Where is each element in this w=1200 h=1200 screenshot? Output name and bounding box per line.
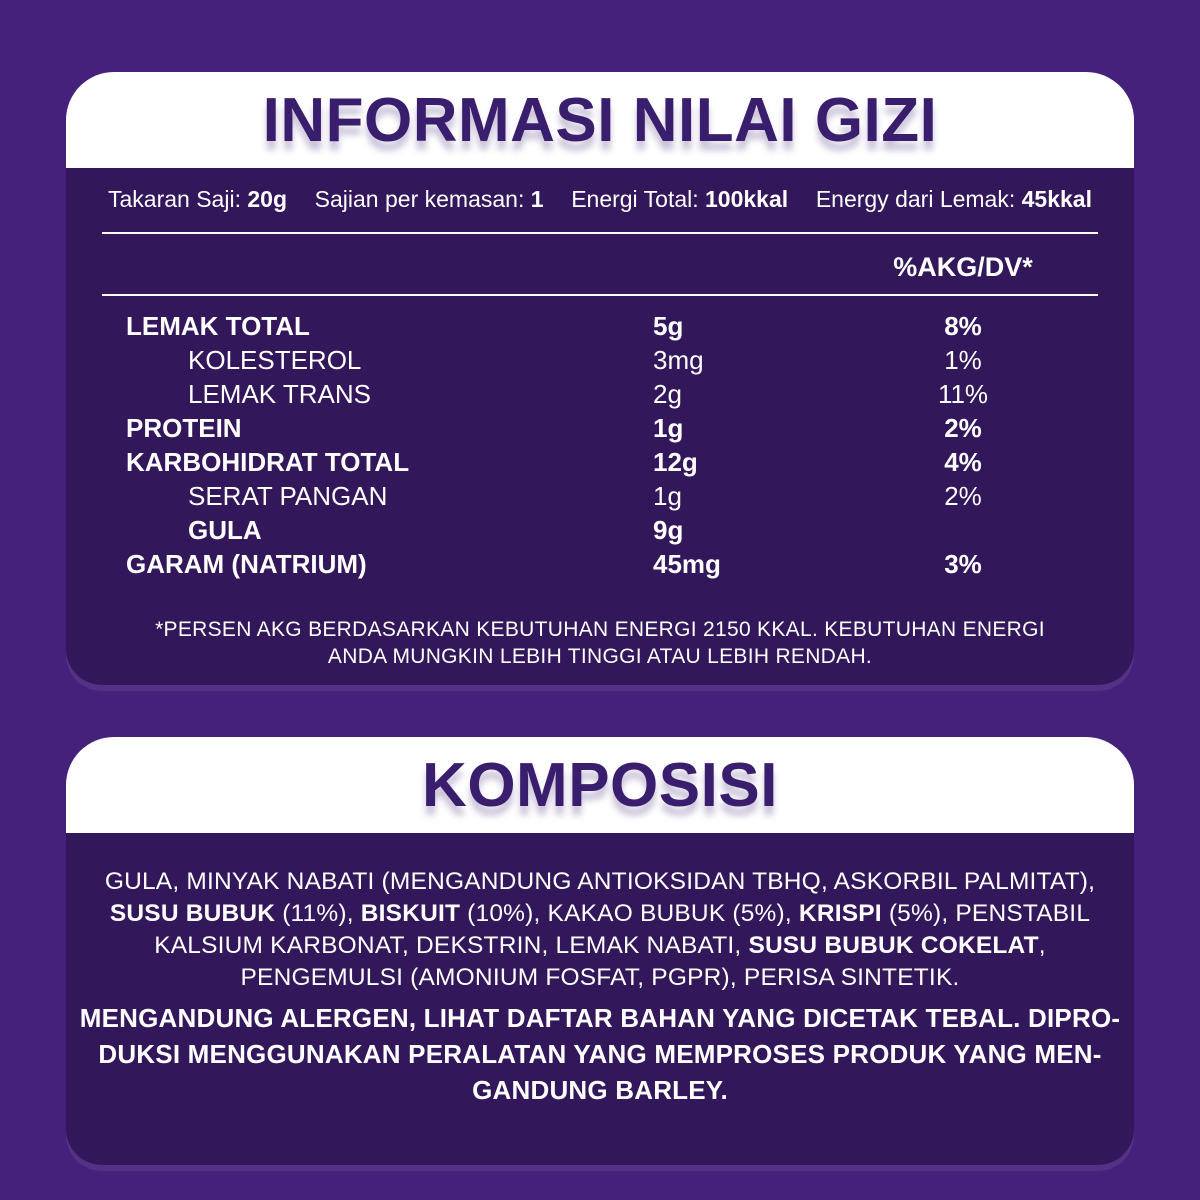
serving-info-row [66, 184, 1134, 214]
nutrient-amount: 9g [653, 515, 684, 545]
table-column-header-row [66, 250, 1134, 286]
nutrition-table [66, 308, 1134, 580]
nutrient-amount: 5g [653, 311, 684, 341]
total-energy-label: Energi Total: [571, 185, 699, 212]
nutrient-dv: 3% [944, 549, 982, 579]
nutrient-amount: 45mg [653, 549, 721, 579]
serving-size [108, 186, 287, 213]
allergen-warning [66, 1000, 1134, 1108]
nutrient-name: GULA [188, 515, 262, 545]
nutrition-panel-title: INFORMASI NILAI GIZI [262, 85, 938, 155]
composition-panel-header [66, 737, 1134, 833]
table-row [66, 444, 1134, 478]
table-row [66, 478, 1134, 512]
nutrient-name: LEMAK TOTAL [126, 311, 310, 341]
table-row [66, 376, 1134, 410]
energy-from-fat-value: 45kkal [1021, 185, 1092, 212]
servings-per-pack-value: 1 [530, 185, 544, 212]
composition-panel-title: KOMPOSISI [422, 750, 778, 820]
table-row [66, 546, 1134, 580]
nutrition-panel-header [66, 72, 1134, 168]
nutrient-dv: 4% [944, 447, 982, 477]
allergen-warning-line1: MENGANDUNG ALERGEN, LIHAT DAFTAR BAHAN YANG DICETAK TEBAL. DIPRO- [79, 1003, 1121, 1033]
akg-footnote [66, 616, 1134, 670]
allergen-warning-line2: DUKSI MENGGUNAKAN PERALATAN YANG MEMPROSES PRODUK YANG MEN- [98, 1039, 1102, 1069]
divider-line [102, 294, 1098, 296]
table-row [66, 410, 1134, 444]
nutrient-name: KARBOHIDRAT TOTAL [126, 447, 410, 477]
nutrient-dv: 1% [944, 345, 982, 375]
nutrient-name: KOLESTEROL [188, 345, 362, 375]
ingredients-text: GULA, MINYAK NABATI (MENGANDUNG ANTIOKSIDAN TBHQ, ASKORBIL PALMITAT), SUSU BUBUK (11%), BISKUIT (10%), KAKAO BUBUK (5%), KRISPI (5%), PENSTABIL KALSIUM KARBONAT, DEKSTRIN, LEMAK NABATI, SUSU BUBUK COKELAT, PENGEMULSI (AMONIUM FOSFAT, PGPR), PERISA SINTETIK. [104, 868, 1096, 991]
table-row [66, 342, 1134, 376]
nutrient-name: GARAM (NATRIUM) [126, 549, 367, 579]
divider-line [102, 232, 1098, 234]
nutrition-facts-panel [66, 72, 1134, 685]
table-row [66, 512, 1134, 546]
akg-footnote-line2: ANDA MUNGKIN LEBIH TINGGI ATAU LEBIH RENDAH. [327, 645, 873, 668]
nutrient-name: SERAT PANGAN [188, 481, 388, 511]
nutrient-amount: 2g [653, 379, 682, 409]
total-energy-value: 100kkal [705, 185, 789, 212]
energy-from-fat-label: Energy dari Lemak: [815, 185, 1016, 212]
total-energy [571, 186, 788, 213]
nutrient-amount: 3mg [653, 345, 704, 375]
serving-size-label: Takaran Saji: [108, 185, 241, 212]
akg-footnote-line1: *PERSEN AKG BERDASARKAN KEBUTUHAN ENERGI 2150 KKAL. KEBUTUHAN ENERGI [155, 618, 1045, 641]
nutrient-amount: 1g [653, 413, 684, 443]
nutrient-dv: 2% [944, 481, 982, 511]
serving-size-value: 20g [247, 185, 287, 212]
daily-value-column-header: %AKG/DV* [893, 252, 1033, 282]
nutrient-name: LEMAK TRANS [188, 379, 372, 409]
energy-from-fat [816, 186, 1092, 213]
nutrient-name: PROTEIN [126, 413, 242, 443]
servings-per-pack-label: Sajian per kemasan: [314, 185, 525, 212]
nutrient-dv: 8% [944, 311, 982, 341]
nutrient-dv: 2% [944, 413, 982, 443]
composition-panel [66, 737, 1134, 1165]
nutrient-dv: 11% [937, 379, 989, 409]
table-row [66, 308, 1134, 342]
nutrient-amount: 12g [653, 447, 698, 477]
servings-per-pack [315, 186, 544, 213]
allergen-warning-line3: GANDUNG BARLEY. [472, 1075, 728, 1105]
nutrient-amount: 1g [653, 481, 682, 511]
